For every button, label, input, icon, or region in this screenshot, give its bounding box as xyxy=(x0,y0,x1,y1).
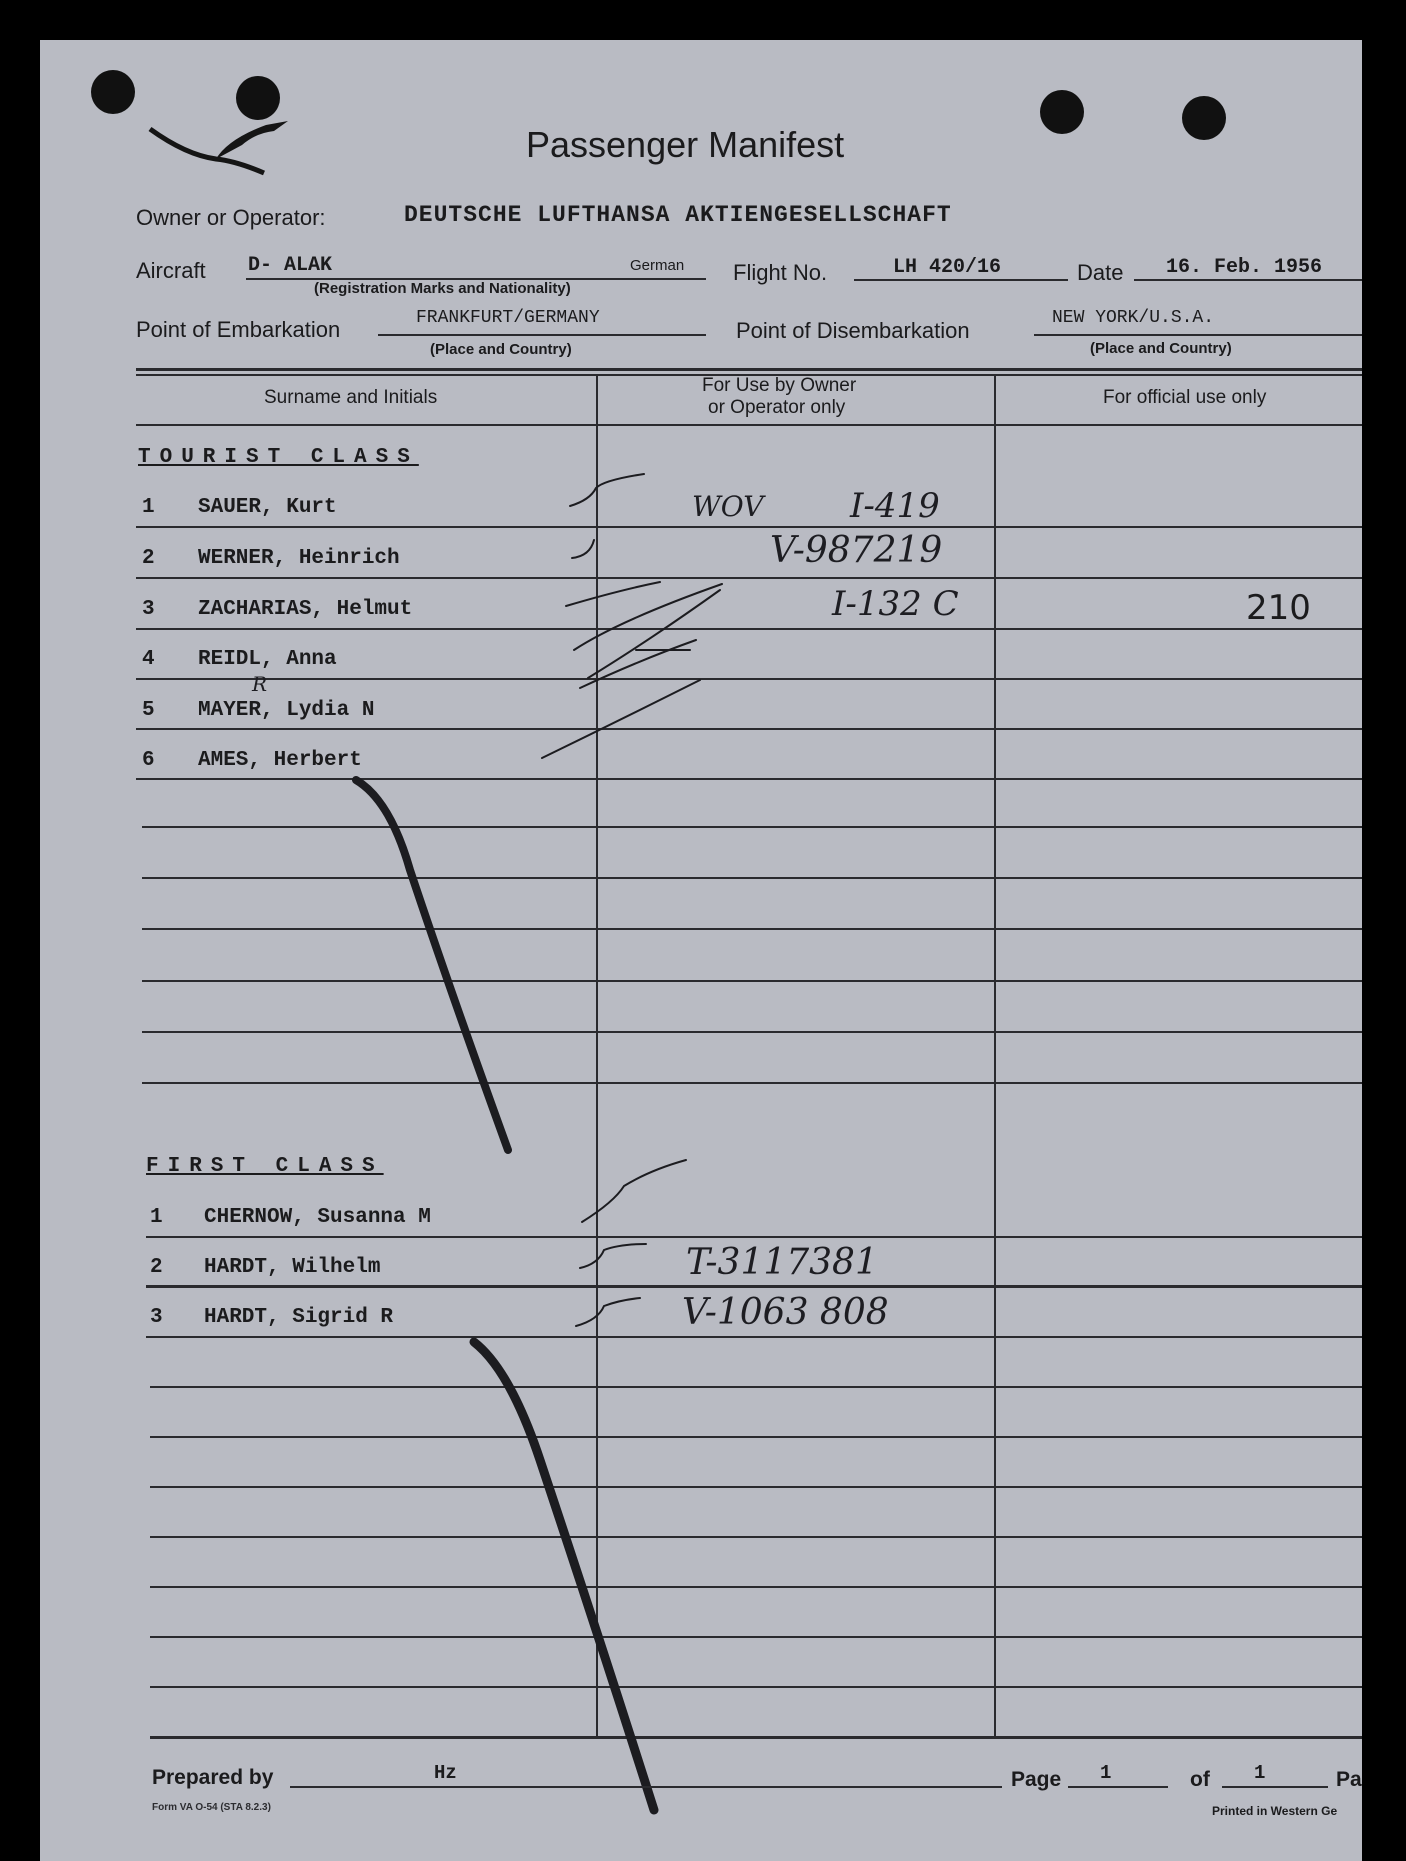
disembark-value: NEW YORK/U.S.A. xyxy=(1052,308,1215,328)
page-label: Page xyxy=(1011,1768,1062,1791)
handwritten-v1063808: V-1063 808 xyxy=(682,1292,889,1333)
aircraft-label: Aircraft xyxy=(136,258,206,283)
mayer-correction: R xyxy=(252,672,268,696)
embark-caption: (Place and Country) xyxy=(430,341,572,358)
disembark-caption: (Place and Country) xyxy=(1090,340,1232,357)
col-surname-header: Surname and Initials xyxy=(264,387,438,408)
pages-label: Pa xyxy=(1336,1768,1362,1791)
handwritten-i419: I-419 xyxy=(850,486,940,526)
first-row-2-name: HARDT, Wilhelm xyxy=(204,1256,381,1279)
aircraft-nationality: German xyxy=(630,257,685,274)
first-row-1-name: CHERNOW, Susanna M xyxy=(204,1206,431,1229)
col-owner-header-line1: For Use by Owner xyxy=(702,375,857,396)
of-value: 1 xyxy=(1254,1762,1266,1784)
first-row-3-num: 3 xyxy=(150,1306,163,1329)
tourist-row-5-name: MAYER, Lydia N xyxy=(198,699,375,722)
tourist-row-4-num: 4 xyxy=(142,648,155,671)
page-value: 1 xyxy=(1100,1762,1112,1784)
official-use-210: 210 xyxy=(1246,588,1311,628)
first-row-2-num: 2 xyxy=(150,1256,163,1279)
col-owner-header-line2: or Operator only xyxy=(708,397,846,418)
embark-label: Point of Embarkation xyxy=(136,317,341,342)
owner-label: Owner or Operator: xyxy=(136,205,326,230)
tourist-row-2-name: WERNER, Heinrich xyxy=(198,547,400,570)
of-underline xyxy=(1222,1786,1328,1788)
tourist-row-5-num: 5 xyxy=(142,699,155,722)
prepared-by-underline xyxy=(290,1786,1002,1788)
tourist-row-6-name: AMES, Herbert xyxy=(198,749,362,772)
tourist-row-3-num: 3 xyxy=(142,598,155,621)
tourist-row-1-name: SAUER, Kurt xyxy=(198,496,337,519)
col-official-header: For official use only xyxy=(1103,387,1267,408)
of-label: of xyxy=(1190,1768,1210,1791)
prepared-by-label: Prepared by xyxy=(152,1766,274,1789)
first-class-heading: FIRST CLASS xyxy=(146,1155,384,1178)
form-number: Form VA O-54 (STA 8.2.3) xyxy=(152,1802,271,1813)
document-title: Passenger Manifest xyxy=(526,124,845,165)
aircraft-caption: (Registration Marks and Nationality) xyxy=(314,280,571,297)
flight-label: Flight No. xyxy=(733,260,828,285)
date-label: Date xyxy=(1077,260,1124,285)
first-row-1-num: 1 xyxy=(150,1206,163,1229)
aircraft-value: D- ALAK xyxy=(248,254,333,277)
tourist-row-1-num: 1 xyxy=(142,496,155,519)
handwritten-wov: WOV xyxy=(692,490,764,523)
tourist-row-4-name: REIDL, Anna xyxy=(198,648,337,671)
tourist-row-3-name: ZACHARIAS, Helmut xyxy=(198,598,413,621)
cancel-stroke-tourist xyxy=(356,780,508,1150)
cancel-stroke-first xyxy=(474,1342,654,1810)
disembark-label: Point of Disembarkation xyxy=(736,318,970,343)
tourist-row-6-num: 6 xyxy=(142,749,155,772)
check-mark xyxy=(542,474,722,1326)
page-underline xyxy=(1068,1786,1168,1788)
handwritten-v987219: V-987219 xyxy=(770,530,943,571)
tourist-row-2-num: 2 xyxy=(142,547,155,570)
owner-value: DEUTSCHE LUFTHANSA AKTIENGESELLSCHAFT xyxy=(404,202,952,228)
first-row-3-name: HARDT, Sigrid R xyxy=(204,1306,394,1329)
flight-value: LH 420/16 xyxy=(893,256,1002,279)
handwritten-i132c: I-132 C xyxy=(832,584,959,624)
handwritten-t3117381: T-3117381 xyxy=(686,1242,878,1283)
prepared-by-value: Hz xyxy=(434,1762,457,1784)
tourist-class-heading: TOURIST CLASS xyxy=(138,446,419,469)
embark-value: FRANKFURT/GERMANY xyxy=(416,308,600,328)
printed-in-text: Printed in Western Ge xyxy=(1212,1804,1338,1818)
date-value: 16. Feb. 1956 xyxy=(1166,256,1323,279)
